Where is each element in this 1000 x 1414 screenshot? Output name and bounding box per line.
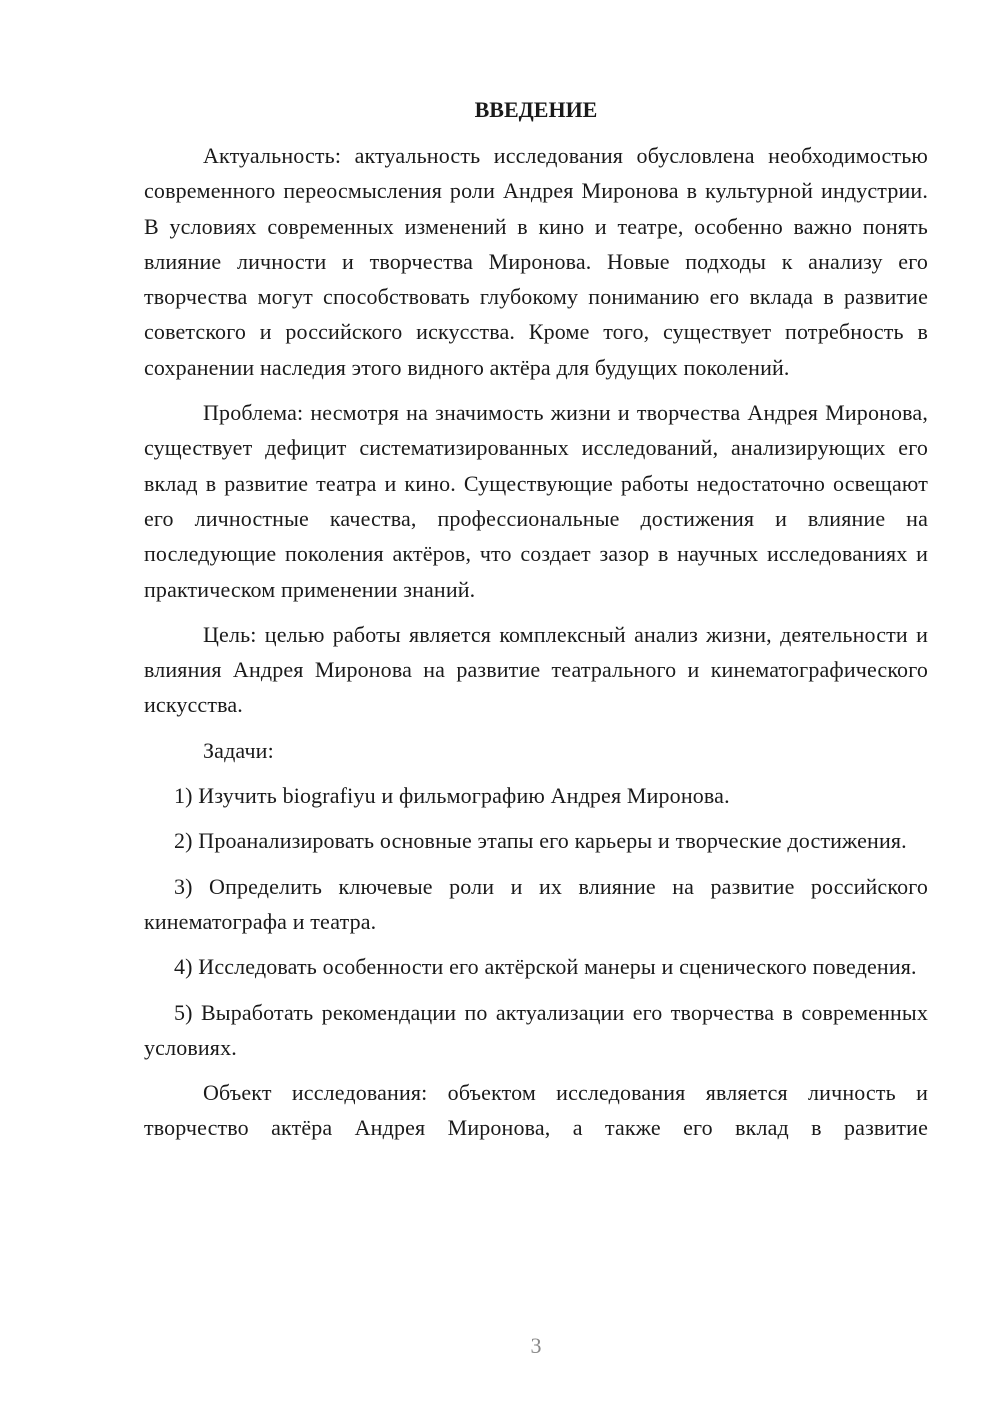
paragraph-relevance: Актуальность: актуальность исследования обусловлена необходимостью современного переосмысления роли Андрея Миронова в культурной индустрии. В условиях современных изменений в кино и театре, особенно важно понять влияние личности и творчества Миронова. Новые подходы к анализу его творчества могут способствовать глубокому пониманию его вклада в развитие советского и российского искусства. Кроме того, существует потребность в сохранении наследия этого видного актёра для будущих поколений. (144, 143, 928, 380)
paragraph-problem: Проблема: несмотря на значимость жизни и творчества Андрея Миронова, существует дефицит систематизированных исследований, анализирующих его вклад в развитие театра и кино. Существующие работы недостаточно освещают его личностные качества, профессиональные достижения и влияние на последующие поколения актёров, что создает зазор в научных исследованиях и практическом применении знаний. (144, 400, 928, 602)
task-item: 5) Выработать рекомендации по актуализации его творчества в современных условиях. (144, 999, 928, 1060)
document-body (144, 92, 928, 1146)
tasks-label: Задачи: (203, 737, 274, 763)
task-item: 1) Изучить biografiyu и фильмографию Андрея Миронова. (174, 783, 730, 809)
page-number: 3 (530, 1333, 542, 1358)
task-item: 3) Определить ключевые роли и их влияние на развитие российского кинематографа и театра. (144, 873, 928, 934)
paragraph-object: Объект исследования: объектом исследования является личность и творчество актёра Андрея Миронова, а также его вклад в развитие (144, 1080, 928, 1141)
task-item: 4) Исследовать особенности его актёрской манеры и сценического поведения. (174, 954, 917, 980)
paragraph-goal: Цель: целью работы является комплексный анализ жизни, деятельности и влияния Андрея Миронова на развитие театрального и кинематографического искусства. (144, 621, 928, 718)
task-item: 2) Проанализировать основные этапы его карьеры и творческие достижения. (174, 828, 907, 854)
section-heading: ВВЕДЕНИЕ (474, 97, 598, 122)
